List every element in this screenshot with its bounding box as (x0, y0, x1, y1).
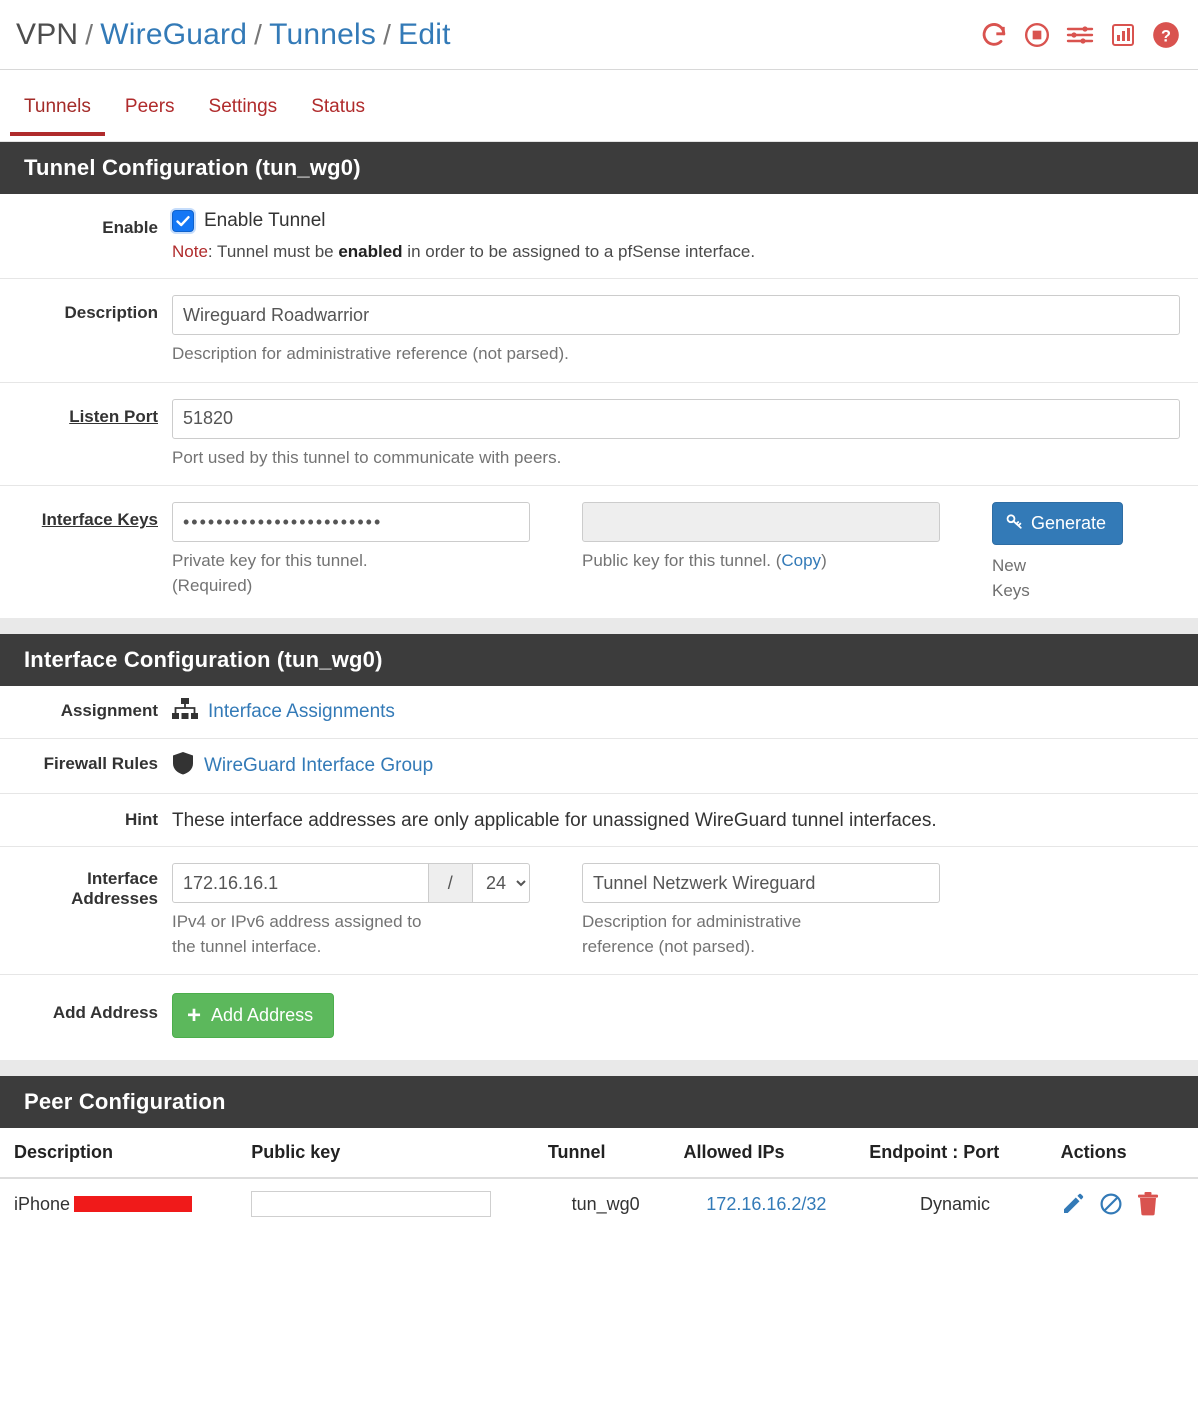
address-description-help-line1: Description for administrative (582, 912, 802, 932)
restart-icon[interactable] (980, 21, 1008, 49)
public-key-group (582, 502, 940, 573)
panel-divider (0, 1060, 1198, 1076)
interface-configuration-title: Interface Configuration (tun_wg0) (0, 634, 1198, 686)
stop-icon[interactable] (1024, 22, 1050, 48)
peer-description-cell (0, 1178, 241, 1229)
interface-assignments-link[interactable]: Interface Assignments (208, 701, 395, 723)
column-header-allowed-ips: Allowed IPs (673, 1128, 859, 1178)
add-address-button[interactable] (172, 993, 334, 1038)
sliders-icon[interactable] (1066, 23, 1094, 47)
enable-note-prefix: Note (172, 242, 208, 261)
address-group (172, 863, 530, 958)
listen-port-help: Port used by this tunnel to communicate with peers. (172, 447, 562, 467)
enable-label: Enable (102, 218, 158, 237)
tunnel-configuration-title: Tunnel Configuration (tun_wg0) (0, 142, 1198, 194)
peer-configuration-panel (0, 1076, 1198, 1229)
enable-note-bold: enabled (338, 242, 403, 261)
peer-allowed-ips-cell (673, 1178, 859, 1229)
panel-divider (0, 618, 1198, 634)
add-address-row (0, 975, 1198, 1060)
plus-icon: + (187, 1001, 202, 1029)
column-header-endpoint-port: Endpoint : Port (859, 1128, 1050, 1178)
address-help-line2: the tunnel interface. (172, 936, 322, 956)
private-key-help-line1: Private key for this tunnel. (172, 551, 368, 571)
tab-tunnels[interactable]: Tunnels (10, 90, 105, 136)
assignment-row (0, 686, 1198, 739)
breadcrumb-bar (0, 0, 1198, 70)
breadcrumb (16, 18, 451, 52)
column-header-actions: Actions (1051, 1128, 1198, 1178)
disable-icon[interactable] (1099, 1192, 1123, 1216)
tab-bar (0, 70, 1198, 142)
interface-configuration-panel (0, 634, 1198, 1060)
enable-note (172, 242, 1180, 262)
add-address-label: Add Address (52, 1003, 158, 1023)
private-key-input[interactable] (172, 502, 530, 542)
interface-keys-row (0, 486, 1198, 618)
generate-sub-line1: New (992, 556, 1027, 576)
svg-text:?: ? (1161, 26, 1171, 45)
private-key-group (172, 502, 530, 597)
tunnel-configuration-panel (0, 142, 1198, 618)
tab-settings[interactable]: Settings (208, 96, 278, 117)
peer-tunnel-cell: tun_wg0 (571, 1193, 640, 1214)
column-header-description: Description (0, 1128, 241, 1178)
tab-status[interactable]: Status (311, 96, 366, 117)
cidr-select[interactable] (472, 863, 530, 903)
interface-addresses-label-line1: Interface (87, 869, 158, 889)
key-icon (1005, 512, 1023, 535)
enable-note-textb: in order to be assigned to a pfSense interface. (402, 242, 756, 261)
enable-note-texta: : Tunnel must be (207, 242, 339, 261)
assignment-label: Assignment (60, 701, 158, 721)
address-slash: / (429, 863, 472, 903)
breadcrumb-separator: / (85, 18, 94, 50)
generate-button-label: Generate (1031, 513, 1107, 534)
breadcrumb-item-edit[interactable]: Edit (398, 17, 451, 51)
public-key-help (582, 550, 940, 573)
listen-port-input[interactable] (172, 399, 1180, 439)
tab-peers[interactable]: Peers (124, 96, 175, 117)
peer-configuration-title: Peer Configuration (0, 1076, 1198, 1128)
description-label: Description (64, 303, 158, 322)
description-help: Description for administrative reference (not parsed). (172, 344, 569, 363)
hint-label: Hint (124, 810, 158, 830)
enable-row (0, 194, 1198, 279)
public-key-help-text: Public key for this tunnel. ( (582, 551, 782, 571)
delete-icon[interactable] (1137, 1192, 1159, 1216)
column-header-tunnel: Tunnel (538, 1128, 674, 1178)
help-icon[interactable] (1152, 21, 1180, 49)
address-help-line1: IPv4 or IPv6 address assigned to (172, 912, 422, 932)
table-row[interactable] (0, 1178, 1198, 1229)
breadcrumb-item-wireguard[interactable]: WireGuard (100, 17, 248, 51)
wireguard-interface-group-link[interactable]: WireGuard Interface Group (204, 755, 434, 777)
address-description-help-line2: reference (not parsed). (582, 936, 755, 956)
generate-sub-line2: Keys (992, 580, 1030, 600)
peer-endpoint-cell: Dynamic (919, 1193, 990, 1214)
description-row (0, 279, 1198, 383)
interface-addresses-label-line2: Addresses (71, 889, 158, 909)
peer-public-key-field[interactable] (251, 1191, 491, 1217)
peer-actions-cell (1051, 1178, 1198, 1229)
add-address-button-label: Add Address (211, 1005, 314, 1026)
shield-icon (172, 751, 194, 781)
edit-icon[interactable] (1061, 1192, 1085, 1216)
peer-public-key-cell (241, 1178, 538, 1229)
listen-port-row (0, 383, 1198, 487)
hint-text: These interface addresses are only applicable for unassigned WireGuard tunnel interfaces. (172, 810, 937, 832)
interface-addresses-row (0, 847, 1198, 975)
address-description-group (582, 863, 940, 958)
breadcrumb-separator: / (383, 18, 392, 50)
generate-keys-group (992, 502, 1162, 602)
redaction-bar (74, 1196, 192, 1212)
interface-address-input[interactable] (172, 863, 429, 903)
chart-icon[interactable] (1110, 23, 1136, 47)
firewall-rules-row (0, 739, 1198, 794)
firewall-rules-label: Firewall Rules (43, 754, 158, 774)
enable-tunnel-checkbox[interactable] (172, 210, 194, 232)
breadcrumb-separator: / (254, 18, 263, 50)
copy-public-key-link[interactable]: Copy (781, 551, 822, 571)
public-key-input[interactable] (582, 502, 940, 542)
interface-addresses-label (0, 863, 172, 909)
private-key-help-line2: (Required) (172, 575, 253, 595)
peer-table-header-row (0, 1128, 1198, 1178)
header-icon-group (980, 21, 1180, 49)
column-header-public-key: Public key (241, 1128, 538, 1178)
breadcrumb-root: VPN (16, 17, 79, 51)
description-input[interactable] (172, 295, 1180, 335)
peer-allowed-ips-link[interactable]: 172.16.16.2/32 (706, 1193, 827, 1214)
generate-button[interactable] (992, 502, 1123, 545)
enable-tunnel-label: Enable Tunnel (204, 210, 326, 231)
sitemap-icon (172, 698, 198, 726)
hint-row (0, 794, 1198, 847)
interface-keys-label: Interface Keys (41, 510, 158, 530)
breadcrumb-item-tunnels[interactable]: Tunnels (269, 17, 377, 51)
peer-description-text: iPhone (14, 1193, 71, 1214)
public-key-help-tail: ) (821, 551, 827, 571)
address-description-input[interactable] (582, 863, 940, 903)
peer-table (0, 1128, 1198, 1229)
listen-port-label: Listen Port (69, 406, 158, 426)
